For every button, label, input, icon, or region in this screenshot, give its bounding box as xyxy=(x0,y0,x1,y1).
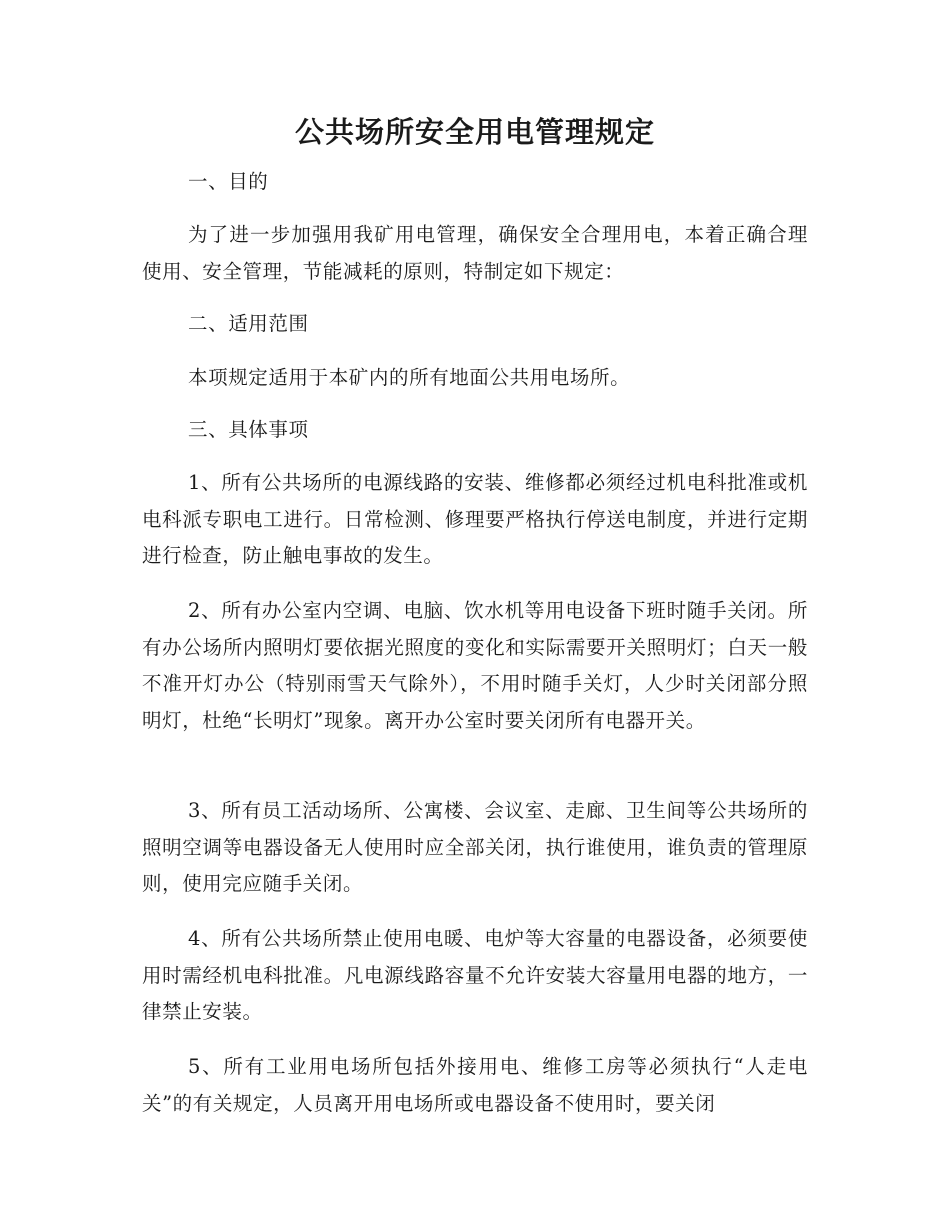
paragraph-scope: 本项规定适用于本矿内的所有地面公共用电场所。 xyxy=(188,366,631,389)
paragraph-item-1: 1、所有公共场所的电源线路的安装、维修都必须经过机电科批准或机电科派专职电工进行。日常检测、修理要严格执行停送电制度，并进行定期进行检查，防止触电事故的发生。 xyxy=(142,471,808,567)
paragraph-item-2: 2、所有办公室内空调、电脑、饮水机等用电设备下班时随手关闭。所有办公场所内照明灯要依据光照度的变化和实际需要开关照明灯；白天一般不准开灯办公（特别雨雪天气除外），不用时随手关灯，人少时关闭部分照明灯，杜绝“长明灯”现象。离开办公室时要关闭所有电器开关。 xyxy=(142,599,808,732)
section-heading-scope: 二、适用范围 xyxy=(188,312,309,335)
document-title: 公共场所安全用电管理规定 xyxy=(294,115,655,149)
paragraph-purpose: 为了进一步加强用我矿用电管理，确保安全合理用电，本着正确合理使用、安全管理，节能减耗的原则，特制定如下规定： xyxy=(142,223,808,283)
paragraph-item-5: 5、所有工业用电场所包括外接用电、维修工房等必须执行“人走电关”的有关规定，人员离开用电场所或电器设备不使用时，要关闭 xyxy=(142,1055,808,1115)
paragraph-item-3: 3、所有员工活动场所、公寓楼、会议室、走廊、卫生间等公共场所的照明空调等电器设备无人使用时应全部关闭，执行谁使用，谁负责的管理原则，使用完应随手关闭。 xyxy=(142,799,808,895)
paragraph-item-4: 4、所有公共场所禁止使用电暖、电炉等大容量的电器设备，必须要使用时需经机电科批准。凡电源线路容量不允许安装大容量用电器的地方，一律禁止安装。 xyxy=(142,927,808,1023)
section-heading-details: 三、具体事项 xyxy=(188,418,309,441)
section-heading-purpose: 一、目的 xyxy=(188,170,269,193)
